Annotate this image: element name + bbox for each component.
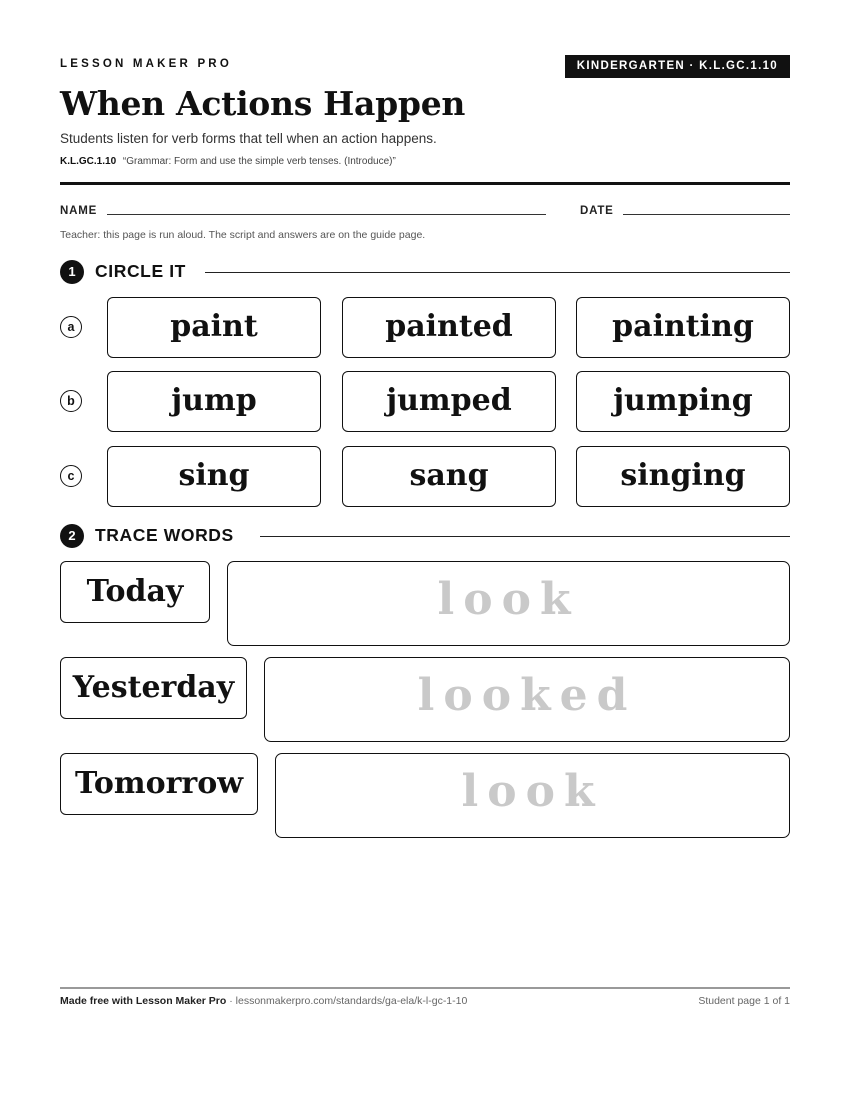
trace-word: look	[461, 766, 604, 817]
word-choice[interactable]: sang	[342, 446, 556, 507]
word-choice[interactable]: painting	[576, 297, 790, 358]
word-choice[interactable]: singing	[576, 446, 790, 507]
word-choice[interactable]: paint	[107, 297, 321, 358]
time-word-label: Today	[60, 561, 210, 623]
standard-code: K.L.GC.1.10	[60, 156, 117, 167]
row-letter-b: b	[60, 390, 82, 412]
word-choice[interactable]: jumped	[342, 371, 556, 432]
section-divider	[205, 272, 790, 273]
row-letter-a: a	[60, 316, 82, 338]
standard-line	[60, 156, 396, 167]
section-circle-it-header	[60, 259, 790, 285]
grade-standard-badge: KINDERGARTEN · K.L.GC.1.10	[565, 55, 790, 78]
footer-divider	[60, 987, 790, 989]
section-number-badge: 1	[60, 260, 84, 284]
page-title: When Actions Happen	[60, 84, 466, 123]
brand-name: LESSON MAKER PRO	[60, 58, 232, 70]
page-subtitle: Students listen for verb forms that tell when an action happens.	[60, 131, 437, 146]
footer-page-label: Student page 1 of 1	[698, 995, 790, 1007]
trace-word: look	[437, 574, 580, 625]
section-trace-words-header	[60, 523, 790, 549]
word-choice[interactable]: jump	[107, 371, 321, 432]
standard-description: “Grammar: Form and use the simple verb tenses. (Introduce)”	[122, 156, 396, 167]
time-word-label: Yesterday	[60, 657, 247, 719]
footer-credit	[60, 995, 467, 1007]
trace-word: looked	[417, 670, 637, 721]
trace-word-box[interactable]	[227, 561, 790, 646]
header-divider	[60, 182, 790, 185]
time-word-label: Tomorrow	[60, 753, 258, 815]
word-choice[interactable]: painted	[342, 297, 556, 358]
row-letter-c: c	[60, 465, 82, 487]
word-choice[interactable]: jumping	[576, 371, 790, 432]
section-title: TRACE WORDS	[95, 525, 234, 545]
trace-word-box[interactable]	[275, 753, 790, 838]
section-title: CIRCLE IT	[95, 261, 186, 281]
date-label: DATE	[580, 205, 614, 217]
word-choice[interactable]: sing	[107, 446, 321, 507]
section-divider	[260, 536, 790, 537]
trace-word-box[interactable]	[264, 657, 790, 742]
footer-made-with: Made free with Lesson Maker Pro	[60, 995, 227, 1007]
teacher-note: Teacher: this page is run aloud. The script and answers are on the guide page.	[60, 229, 426, 241]
footer-url[interactable]: · lessonmakerpro.com/standards/ga-ela/k-l-gc-1-10	[226, 995, 468, 1007]
section-number-badge: 2	[60, 524, 84, 548]
date-field[interactable]	[623, 214, 790, 215]
name-field[interactable]	[107, 214, 546, 215]
worksheet-page	[60, 0, 790, 1100]
name-label: NAME	[60, 205, 98, 217]
